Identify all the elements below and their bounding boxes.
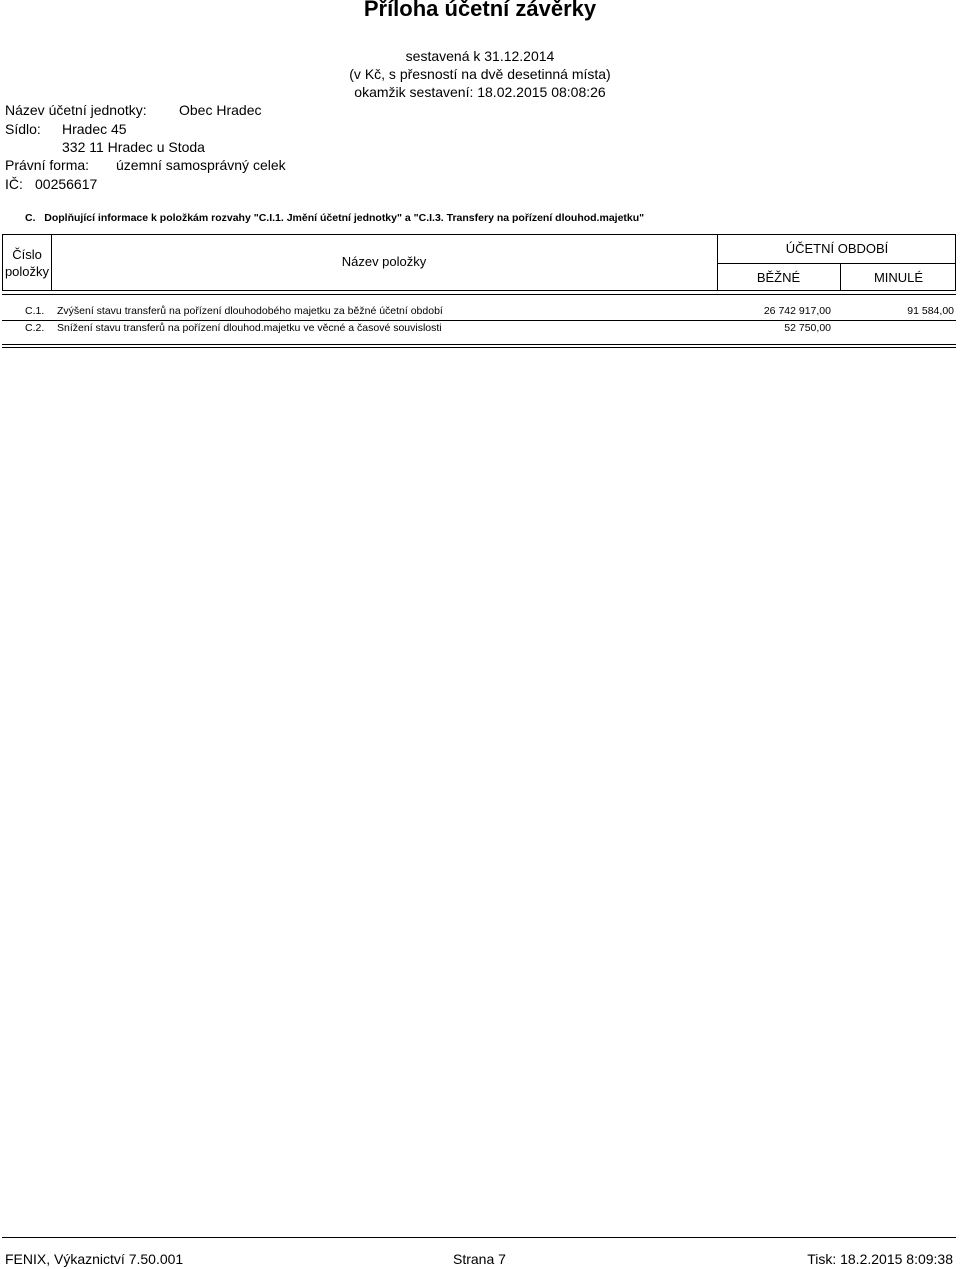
ic-value: 00256617 (35, 176, 98, 192)
row-name: Zvýšení stavu transferů na pořízení dlouhodobého majetku za běžné účetní období (57, 305, 443, 317)
col-number-header: Číslo položky (4, 247, 50, 279)
col-current-header: BĚŽNÉ (756, 270, 801, 285)
section-code: C. (25, 212, 36, 224)
col-previous-header: MINULÉ (873, 270, 924, 285)
entity-name-value: Obec Hradec (179, 102, 262, 118)
compiled-date: sestavená k 31.12.2014 (405, 48, 555, 64)
page-title: Příloha účetní závěrky (363, 0, 597, 21)
row-name: Snížení stavu transferů na pořízení dlouhod.majetku ve věcné a časové souvislosti (57, 322, 442, 334)
table-header (2, 234, 956, 291)
footer-software: FENIX, Výkaznictví 7.50.001 (5, 1251, 184, 1267)
ic-label: IČ: (5, 176, 23, 192)
row-code: C.1. (25, 305, 45, 317)
units-note: (v Kč, s přesností na dvě desetinná místa) (349, 66, 611, 82)
entity-seat-label: Sídlo: (5, 121, 41, 137)
legal-form-value: územní samosprávný celek (116, 157, 286, 173)
row-previous: 91 584,00 (907, 305, 954, 317)
footer-page: Strana 7 (453, 1251, 506, 1267)
col-name-header: Název položky (341, 254, 427, 269)
row-current: 52 750,00 (784, 322, 831, 334)
compiled-moment: okamžik sestavení: 18.02.2015 08:08:26 (354, 84, 606, 100)
row-code: C.2. (25, 322, 45, 334)
header-underline (2, 294, 956, 295)
legal-form-label: Právní forma: (5, 157, 90, 173)
entity-seat-line1: Hradec 45 (62, 121, 127, 137)
section-title: Doplňující informace k položkám rozvahy "C.I.1. Jmění účetní jednotky" a "C.I.3. Transfery na pořízení dlouhod.majetku" (44, 212, 645, 224)
col-period-header: ÚČETNÍ OBDOBÍ (785, 241, 889, 256)
section-heading (25, 212, 644, 224)
row-separator (2, 320, 956, 321)
footer-rule (2, 1237, 956, 1238)
table-end-rule (2, 344, 956, 348)
entity-seat-line2: 332 11 Hradec u Stoda (62, 139, 205, 155)
entity-name-label: Název účetní jednotky: (5, 102, 147, 118)
footer-print-time: Tisk: 18.2.2015 8:09:38 (807, 1251, 953, 1267)
row-current: 26 742 917,00 (763, 305, 831, 317)
